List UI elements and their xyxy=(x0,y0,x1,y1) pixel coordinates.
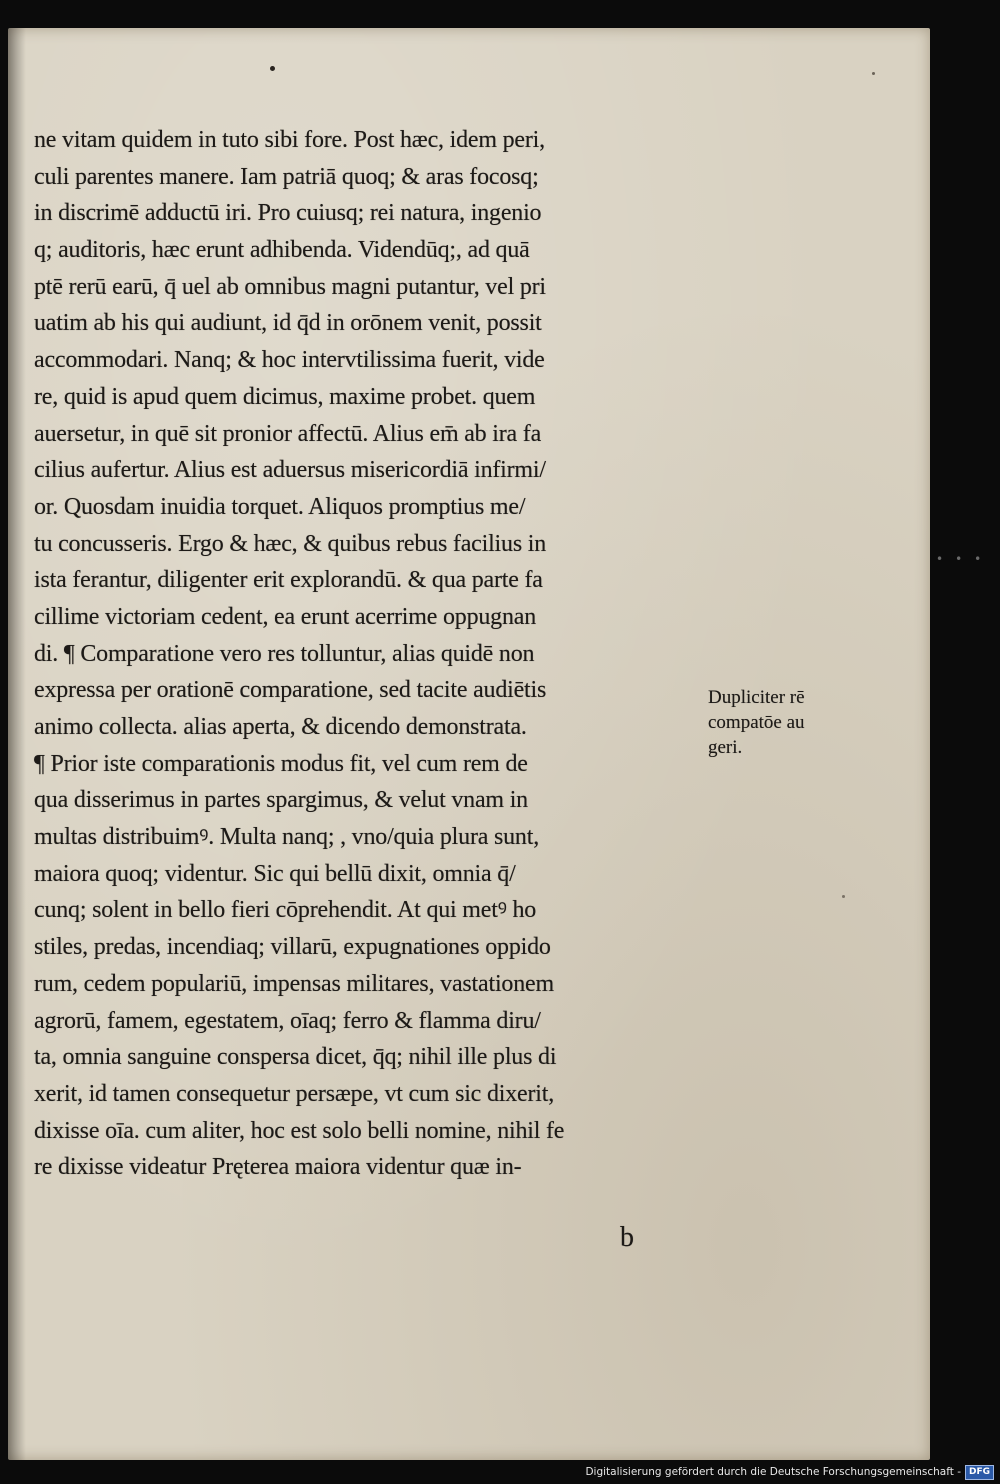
dfg-logo[interactable]: DFG xyxy=(965,1465,994,1480)
body-text xyxy=(34,122,718,1186)
marginal-line: geri. xyxy=(708,737,743,758)
text-line: rum, cedem populariū, impensas militares, vastationem xyxy=(34,970,554,997)
text-line: cunq; solent in bello fieri cōprehendit. At qui metꝰ ho xyxy=(34,897,537,924)
ink-speck xyxy=(842,895,845,898)
marginal-line: Dupliciter rē xyxy=(708,687,805,708)
text-line: agrorū, famem, egestatem, oīaq; ferro & flamma diru/ xyxy=(34,1007,541,1034)
text-line: maiora quoq; videntur. Sic qui bellū dixit, omnia q̄/ xyxy=(34,860,516,887)
ink-speck xyxy=(872,72,875,75)
text-line: expressa per orationē comparatione, sed tacite audiētis xyxy=(34,677,547,704)
text-line: auersetur, in quē sit pronior affectū. Alius em̄ ab ira fa xyxy=(34,420,542,447)
text-line: uatim ab his qui audiunt, id q̄d in orōnem venit, possit xyxy=(34,310,542,337)
text-line: cilius aufertur. Alius est aduersus misericordiā infirmi/ xyxy=(34,457,546,484)
text-line: q; auditoris, hæc erunt adhibenda. Videndūq;, ad quā xyxy=(34,237,530,264)
text-line: ta, omnia sanguine conspersa dicet, q̄q; nihil ille plus di xyxy=(34,1044,557,1071)
footer-credit xyxy=(585,1464,994,1480)
text-line: dixisse oīa. cum aliter, hoc est solo belli nomine, nihil fe xyxy=(34,1117,565,1144)
text-line: ne vitam quidem in tuto sibi fore. Post hæc, idem peri, xyxy=(34,127,545,153)
marginal-line: compatōe au xyxy=(708,712,805,733)
text-line: qua disserimus in partes spargimus, & velut vnam in xyxy=(34,787,528,814)
marginal-note xyxy=(708,685,858,760)
text-line: tu concusseris. Ergo & hæc, & quibus rebus facilius in xyxy=(34,530,547,557)
text-line: ¶ Prior iste comparationis modus fit, vel cum rem de xyxy=(34,750,528,777)
text-line: accommodari. Nanq; & hoc intervtilissima fuerit, vide xyxy=(34,347,545,374)
text-line: in discrimē adductū iri. Pro cuiusq; rei natura, ingenio xyxy=(34,200,542,227)
text-line: stiles, predas, incendiaq; villarū, expugnationes oppido xyxy=(34,934,551,961)
page-gutter-shadow xyxy=(8,28,26,1460)
text-line: ptē rerū earū, q̄ uel ab omnibus magni putantur, vel pri xyxy=(34,273,546,300)
text-line: multas distribuimꝰ. Multa nanq; , vno/quia plura sunt, xyxy=(34,824,539,851)
text-line: or. Quosdam inuidia torquet. Aliquos promptius me/ xyxy=(34,493,526,520)
text-line: culi parentes manere. Iam patriā quoq; & aras focosq; xyxy=(34,163,539,190)
footer-text: Digitalisierung gefördert durch die Deutsche Forschungsgemeinschaft - xyxy=(585,1466,961,1478)
text-line: cillime victoriam cedent, ea erunt acerrime oppugnan xyxy=(34,603,537,630)
text-line: ista ferantur, diligenter erit explorandū. & qua parte fa xyxy=(34,567,543,594)
text-line: di. ¶ Comparatione vero res tolluntur, alias quidē non xyxy=(34,640,535,667)
ink-dot xyxy=(270,66,275,71)
text-line: re, quid is apud quem dicimus, maxime probet. quem xyxy=(34,383,536,410)
text-line: re dixisse videatur Pręterea maiora videntur quæ in- xyxy=(34,1154,522,1181)
text-line: animo collecta. alias aperta, & dicendo demonstrata. xyxy=(34,714,527,740)
signature-mark: b xyxy=(620,1222,634,1253)
text-line: xerit, id tamen consequetur persæpe, vt cum sic dixerit, xyxy=(34,1080,554,1107)
scan-edge-marks: ••• xyxy=(936,552,994,566)
